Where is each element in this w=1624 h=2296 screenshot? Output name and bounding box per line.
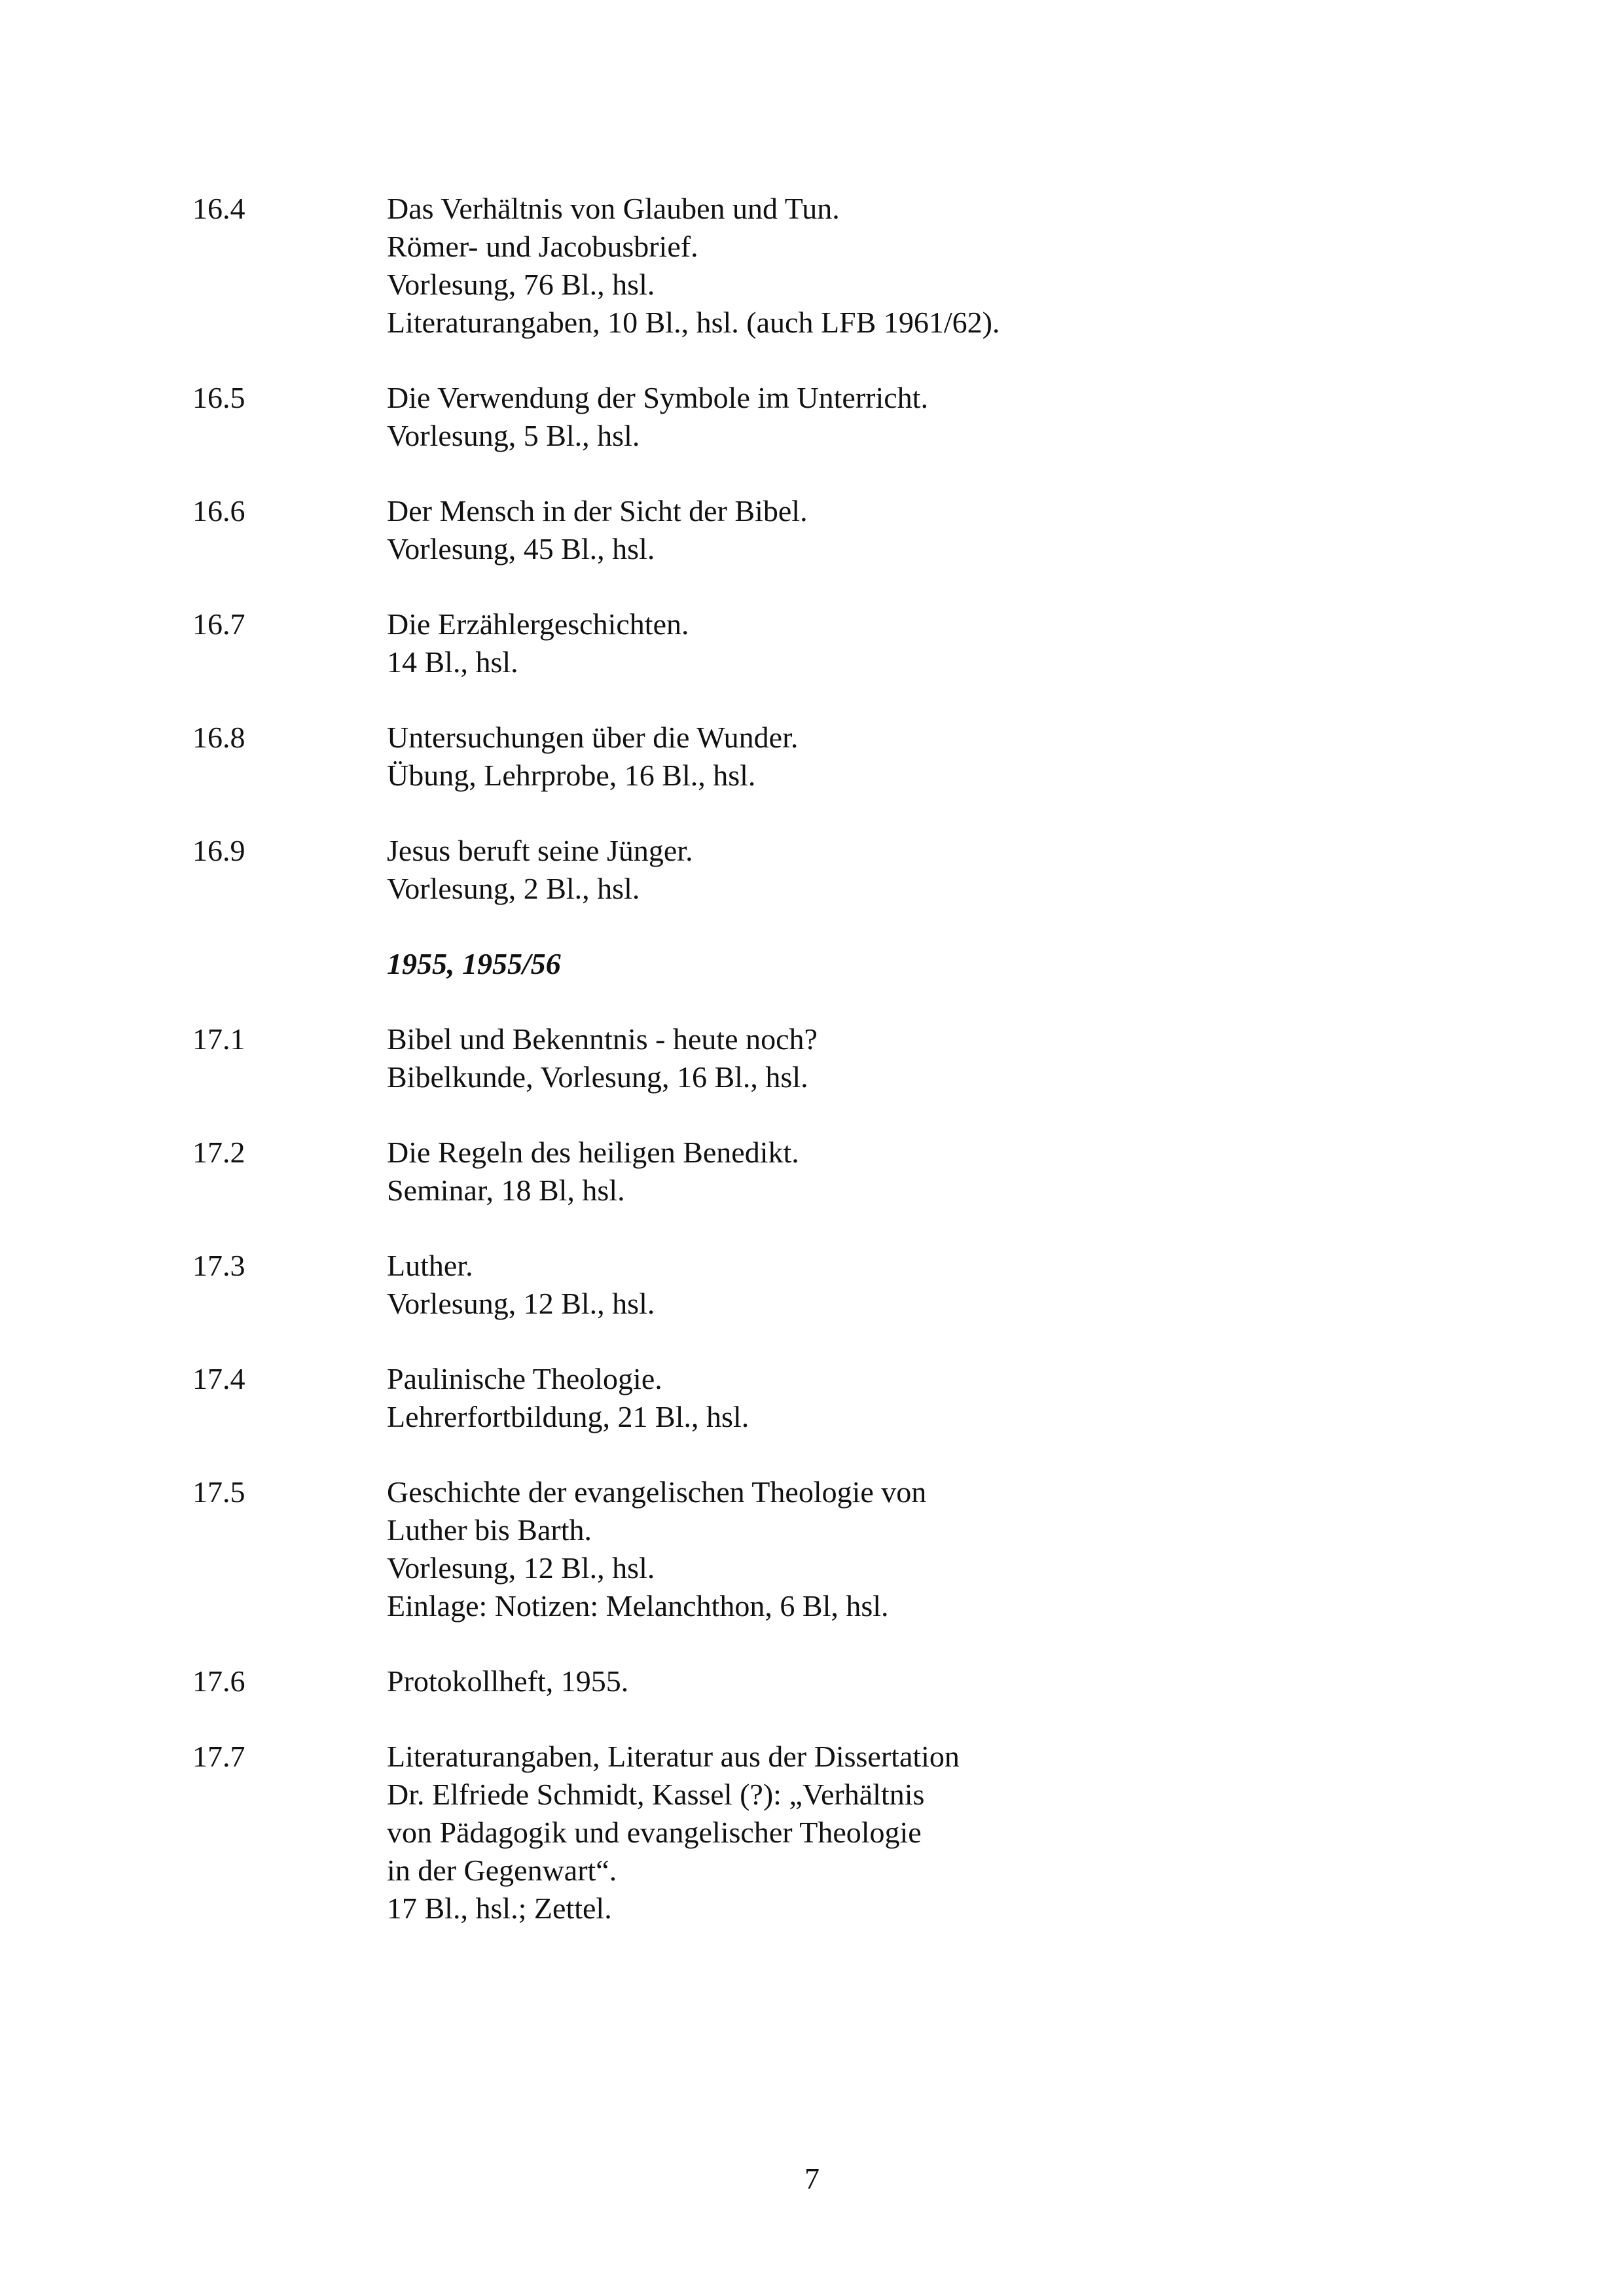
entry-number: 16.6: [192, 494, 245, 528]
entry-text: [387, 1360, 1436, 1436]
entry-number: 17.2: [192, 1136, 245, 1169]
catalog-list: [192, 190, 1436, 1965]
entry-number: 16.7: [192, 607, 245, 641]
entry-line: Luther.: [387, 1249, 473, 1282]
entry-line: Vorlesung, 45 Bl., hsl.: [387, 532, 655, 565]
entry-line: Luther bis Barth.: [387, 1513, 592, 1547]
entry-line: Vorlesung, 76 Bl., hsl.: [387, 268, 655, 301]
entry-text: [387, 1247, 1436, 1323]
entry-line: Vorlesung, 12 Bl., hsl.: [387, 1287, 655, 1320]
catalog-entry: [192, 379, 1436, 455]
entry-number: 17.5: [192, 1475, 245, 1509]
entry-line: Vorlesung, 5 Bl., hsl.: [387, 419, 640, 452]
entry-text: [387, 1134, 1436, 1210]
catalog-entry: [192, 492, 1436, 568]
catalog-entry: [192, 719, 1436, 795]
entry-line: Dr. Elfriede Schmidt, Kassel (?): „Verhältnis: [387, 1778, 925, 1811]
entry-text: [387, 832, 1436, 908]
entry-line: Bibelkunde, Vorlesung, 16 Bl., hsl.: [387, 1060, 808, 1094]
entry-text: [387, 1473, 1436, 1625]
entry-line: Der Mensch in der Sicht der Bibel.: [387, 494, 808, 528]
catalog-entry: [192, 605, 1436, 681]
entry-line: 14 Bl., hsl.: [387, 645, 518, 679]
entry-line: Lehrerfortbildung, 21 Bl., hsl.: [387, 1400, 749, 1433]
catalog-entry: [192, 1473, 1436, 1625]
entry-line: Römer- und Jacobusbrief.: [387, 230, 698, 263]
entry-number: 17.1: [192, 1022, 245, 1056]
catalog-entry: [192, 1020, 1436, 1096]
entry-line: Literaturangaben, 10 Bl., hsl. (auch LFB 1961/62).: [387, 306, 1000, 339]
catalog-entry: [192, 1662, 1436, 1700]
entry-line: Vorlesung, 2 Bl., hsl.: [387, 872, 640, 905]
entry-text: [387, 379, 1436, 455]
entry-number: 17.6: [192, 1664, 245, 1698]
entry-line: Vorlesung, 12 Bl., hsl.: [387, 1551, 655, 1585]
entry-line: Übung, Lehrprobe, 16 Bl., hsl.: [387, 759, 756, 792]
catalog-entry: [192, 1247, 1436, 1323]
entry-line: Untersuchungen über die Wunder.: [387, 721, 799, 754]
entry-line: 17 Bl., hsl.; Zettel.: [387, 1892, 612, 1925]
entry-line: von Pädagogik und evangelischer Theologie: [387, 1816, 922, 1849]
entry-line: Die Verwendung der Symbole im Unterricht.: [387, 381, 928, 414]
entry-line: Die Erzählergeschichten.: [387, 607, 689, 641]
entry-line: Bibel und Bekenntnis - heute noch?: [387, 1022, 818, 1056]
entry-number: 17.7: [192, 1740, 245, 1773]
entry-number: 16.5: [192, 381, 245, 414]
entry-text: [387, 605, 1436, 681]
entry-text: [387, 1662, 1436, 1700]
entry-line: Das Verhältnis von Glauben und Tun.: [387, 192, 840, 225]
catalog-entry: [192, 1738, 1436, 1928]
entry-line: Seminar, 18 Bl, hsl.: [387, 1174, 625, 1207]
catalog-entry: [192, 1134, 1436, 1210]
catalog-entry: [192, 832, 1436, 908]
entry-line: Einlage: Notizen: Melanchthon, 6 Bl, hsl.: [387, 1589, 889, 1623]
entry-text: [387, 1020, 1436, 1096]
entry-number: 16.4: [192, 192, 245, 225]
entry-text: [387, 492, 1436, 568]
entry-number: 16.8: [192, 721, 245, 754]
entry-line: Geschichte der evangelischen Theologie von: [387, 1475, 927, 1509]
catalog-entry: [192, 190, 1436, 342]
entry-line: Protokollheft, 1955.: [387, 1664, 629, 1698]
entry-line: Die Regeln des heiligen Benedikt.: [387, 1136, 799, 1169]
entry-line: Paulinische Theologie.: [387, 1362, 662, 1395]
entry-text: [387, 719, 1436, 795]
page-number: 7: [804, 2162, 820, 2195]
entry-number: 17.3: [192, 1249, 245, 1282]
entry-number: 16.9: [192, 834, 245, 867]
entry-line: Literaturangaben, Literatur aus der Dissertation: [387, 1740, 960, 1773]
entry-text: [387, 1738, 1436, 1928]
catalog-entry: [192, 1360, 1436, 1436]
entry-line: in der Gegenwart“.: [387, 1854, 617, 1887]
entry-line: Jesus beruft seine Jünger.: [387, 834, 693, 867]
entry-number: 17.4: [192, 1362, 245, 1395]
entry-text: [387, 190, 1436, 342]
section-heading: 1955, 1955/56: [387, 947, 561, 980]
section-heading-row: [192, 945, 1436, 983]
